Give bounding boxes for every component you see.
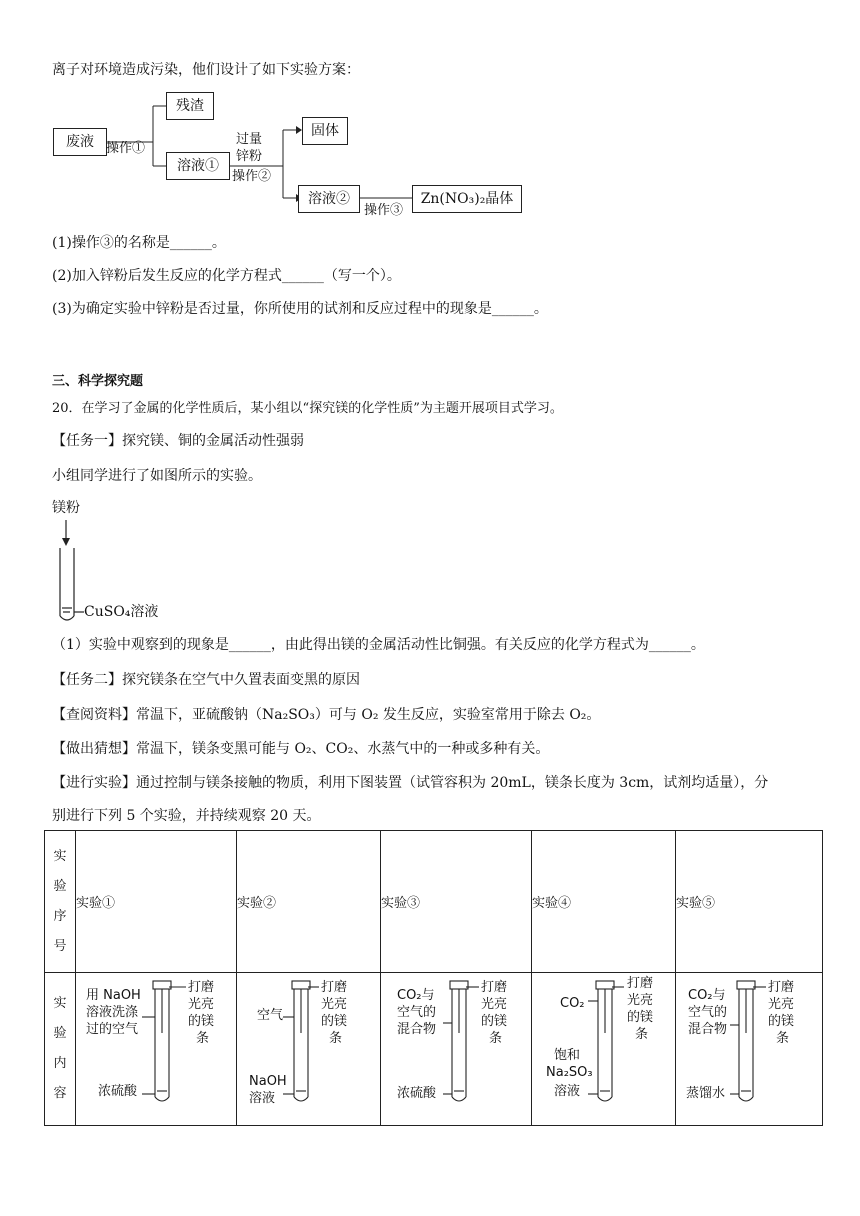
mg-label: 条	[329, 1031, 343, 1046]
test-tube-icon	[676, 973, 822, 1125]
test-tube-icon	[76, 973, 236, 1125]
gas-label: CO₂与	[397, 988, 435, 1003]
reagent-line2: 锌粉	[236, 149, 263, 164]
exp-name-cell	[76, 831, 237, 973]
row-header-number	[45, 831, 76, 973]
row-header-content	[45, 973, 76, 1126]
exp-name-cell	[237, 831, 381, 973]
gas-label: 空气的	[397, 1005, 437, 1020]
liquid-label: 溶液	[554, 1084, 581, 1099]
mg-label: 光亮	[627, 993, 654, 1008]
mg-label: 条	[776, 1031, 790, 1046]
liquid-label: 饱和	[554, 1048, 581, 1063]
question-20: 20．在学习了金属的化学性质后，某小组以“探究镁的化学性质”为主题开展项目式学习。	[52, 401, 563, 416]
intro-text: 离子对环境造成污染，他们设计了如下实验方案：	[52, 62, 360, 78]
question-3: (3)为确定实验中锌粉是否过量，你所使用的试剂和反应过程中的现象是______。	[52, 301, 548, 317]
exp-name-cell	[381, 831, 532, 973]
mg-label: 条	[196, 1031, 210, 1046]
mg-label: 的镁	[321, 1014, 348, 1029]
exp-name: 实验⑤	[676, 896, 716, 911]
residue-label: 残渣	[176, 98, 204, 114]
gas-label: 过的空气	[86, 1022, 139, 1037]
gas-label: 用 NaOH	[86, 988, 141, 1003]
task1-description: 小组同学进行了如图所示的实验。	[52, 468, 262, 484]
question-20-1: （1）实验中观察到的现象是______，由此得出镁的金属活动性比铜强。有关反应的化学方程式为______。	[52, 637, 705, 653]
mg-label: 打磨	[768, 980, 795, 995]
waste-label: 废液	[66, 134, 94, 150]
mg-label: 打磨	[188, 980, 215, 995]
test-tube-icon	[237, 973, 380, 1125]
gas-label: 混合物	[688, 1022, 728, 1037]
product-label: Zn(NO₃)₂晶体	[420, 191, 514, 207]
experiment-intro-2: 别进行下列 5 个实验，并持续观察 20 天。	[52, 808, 321, 824]
op3-label: 操作③	[364, 203, 404, 218]
liquid-label: 蒸馏水	[686, 1086, 726, 1101]
mg-label: 光亮	[768, 997, 795, 1012]
test-tube-icon	[532, 973, 675, 1125]
task1-heading: 【任务一】探究镁、铜的金属活动性强弱	[52, 433, 304, 449]
exp-name: 实验④	[532, 896, 572, 911]
gas-label: 溶液洗涤	[86, 1005, 139, 1020]
op2-label: 操作②	[232, 169, 272, 184]
mg-label: 打磨	[627, 976, 654, 991]
liquid-label: Na₂SO₃	[546, 1065, 593, 1080]
liquid-label: 浓硫酸	[98, 1084, 138, 1099]
row-header-char: 号	[53, 938, 67, 954]
exp-name-cell	[676, 831, 823, 973]
solution2-label: 溶液②	[308, 191, 350, 207]
question-2: (2)加入锌粉后发生反应的化学方程式______（写一个）。	[52, 268, 401, 284]
reference-info: 【查阅资料】常温下，亚硫酸钠（Na₂SO₃）可与 O₂ 发生反应，实验室常用于除去 O₂。	[52, 707, 601, 723]
gas-label: CO₂与	[688, 988, 726, 1003]
liquid-label: NaOH	[249, 1074, 287, 1089]
liquid-label: 浓硫酸	[397, 1086, 437, 1101]
exp-name: 实验①	[76, 896, 116, 911]
figure-bottom-label: CuSO₄溶液	[84, 604, 159, 620]
section-title: 三、科学探究题	[52, 374, 144, 389]
row-header-char: 容	[53, 1086, 67, 1101]
hypothesis: 【做出猜想】常温下，镁条变黑可能与 O₂、CO₂、水蒸气中的一种或多种有关。	[52, 741, 550, 757]
exp-name-cell	[532, 831, 676, 973]
mg-label: 光亮	[481, 997, 508, 1012]
experiment-intro-1: 【进行实验】通过控制与镁条接触的物质，利用下图装置（试管容积为 20mL，镁条长度为 3cm，试剂均适量），分	[52, 775, 769, 791]
mg-label: 光亮	[321, 997, 348, 1012]
gas-label: 混合物	[397, 1022, 437, 1037]
figure-top-label: 镁粉	[52, 500, 80, 516]
solid-label: 固体	[311, 123, 339, 139]
apparatus-cell	[676, 973, 823, 1126]
table-row-content	[45, 973, 823, 1126]
mg-label: 的镁	[768, 1014, 795, 1029]
apparatus-cell	[76, 973, 237, 1126]
mg-label: 打磨	[321, 980, 348, 995]
mg-label: 的镁	[627, 1010, 654, 1025]
mg-label: 的镁	[188, 1014, 215, 1029]
gas-label: CO₂	[560, 996, 585, 1011]
reagent-line1: 过量	[236, 132, 263, 147]
mg-label: 条	[489, 1031, 503, 1046]
mg-label: 条	[635, 1027, 649, 1042]
gas-label: 空气的	[688, 1005, 728, 1020]
experiment-table	[44, 830, 823, 1126]
test-tube-icon	[381, 973, 531, 1125]
mg-label: 光亮	[188, 997, 215, 1012]
task2-heading: 【任务二】探究镁条在空气中久置表面变黑的原因	[52, 672, 360, 688]
row-header-char: 序	[53, 908, 67, 924]
row-header-char: 实	[53, 848, 67, 864]
table-row-number	[45, 831, 823, 973]
mg-label: 的镁	[481, 1014, 508, 1029]
row-header-char: 验	[53, 1026, 67, 1041]
mg-label: 打磨	[481, 980, 508, 995]
op1-label: 操作①	[106, 141, 146, 156]
row-header-char: 验	[53, 878, 67, 894]
row-header-char: 实	[53, 996, 67, 1011]
gas-label: 空气	[257, 1008, 284, 1023]
question-1: (1)操作③的名称是______。	[52, 235, 226, 251]
row-header-char: 内	[53, 1056, 67, 1071]
liquid-label: 溶液	[249, 1091, 276, 1106]
solution1-label: 溶液①	[177, 158, 219, 174]
apparatus-cell	[532, 973, 676, 1126]
exp-name: 实验③	[381, 896, 421, 911]
exp-name: 实验②	[237, 896, 277, 911]
apparatus-cell	[237, 973, 381, 1126]
apparatus-cell	[381, 973, 532, 1126]
